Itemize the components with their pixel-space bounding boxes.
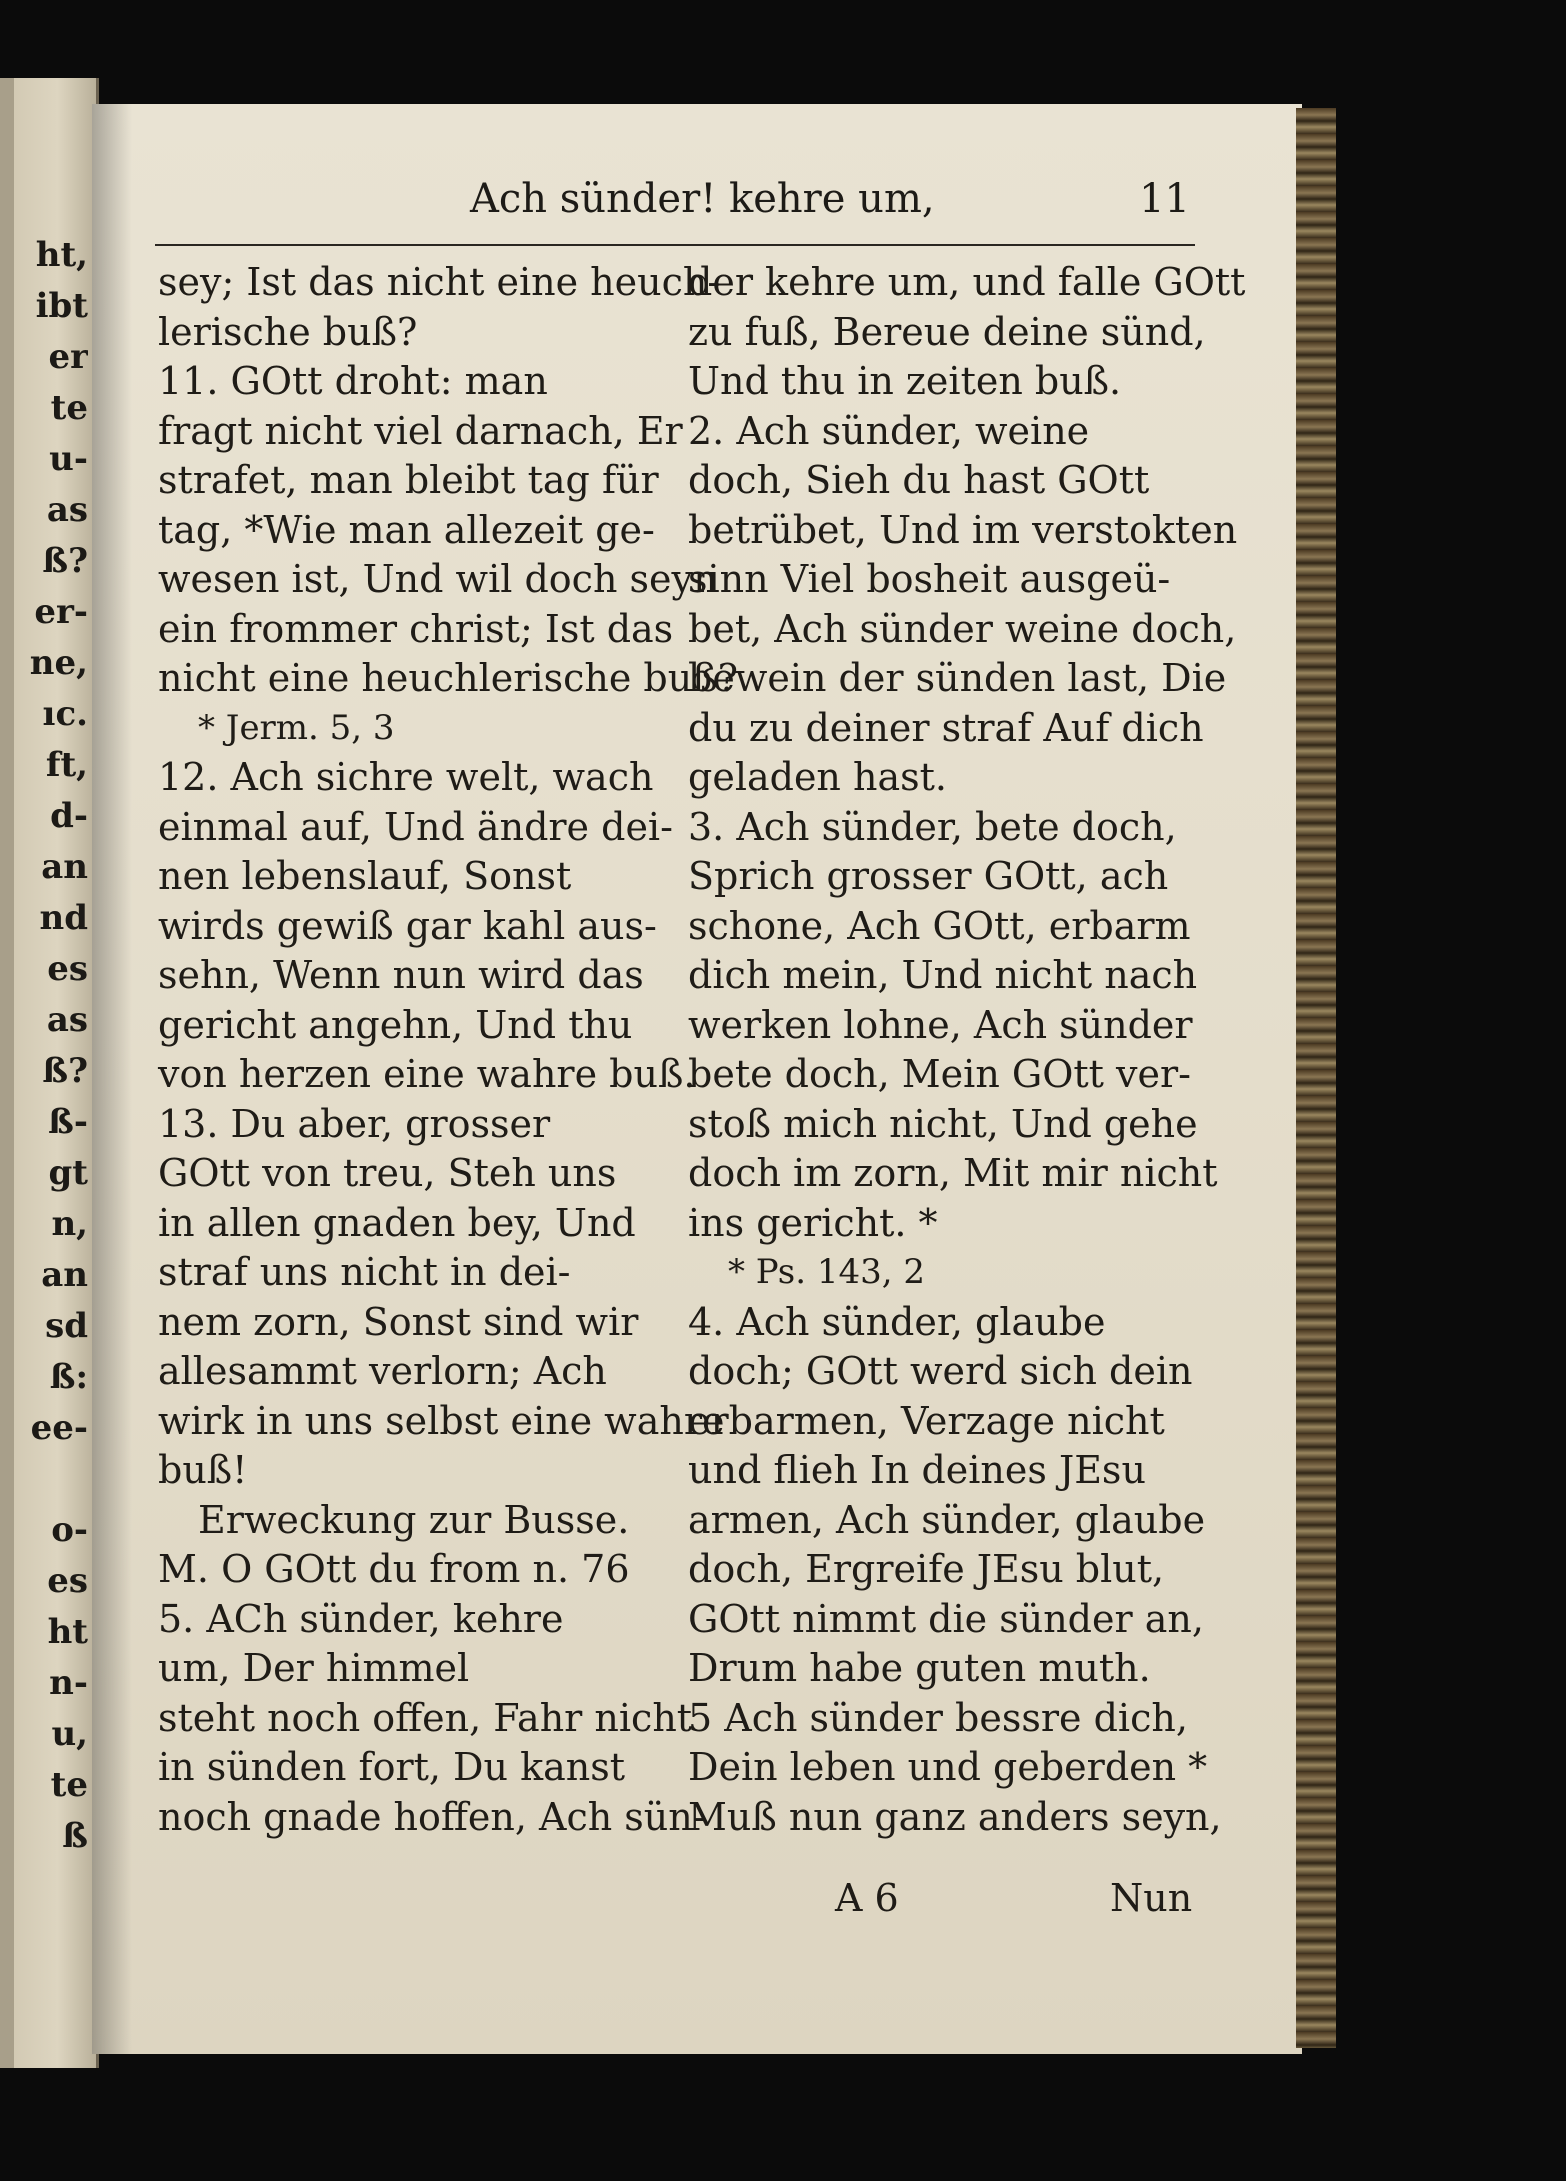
text-line: fragt nicht viel darnach, Er [158, 408, 683, 453]
fragment-line: ne, [29, 643, 88, 683]
text-line: erbarmen, Verzage nicht [688, 1398, 1165, 1443]
text-line: sinn Viel bosheit ausgeü- [688, 557, 1171, 601]
text-line: 3. Ach sünder, bete doch, [688, 804, 1177, 849]
fragment-line: as [46, 1000, 88, 1040]
text-line: betrübet, Und im verstokten [688, 507, 1238, 552]
fragment-line: ft, [45, 745, 88, 785]
fragment-line: o- [51, 1510, 88, 1550]
text-line: nem zorn, Sonst sind wir [158, 1299, 639, 1344]
text-line: um, Der himmel [158, 1646, 470, 1690]
fragment-line: n- [49, 1663, 88, 1703]
text-line: zu fuß, Bereue deine sünd, [688, 309, 1206, 354]
fragment-line [8, 1454, 88, 1505]
fragment-line: gt [48, 1153, 88, 1193]
text-line: noch gnade hoffen, Ach sün- [158, 1794, 706, 1839]
text-line: in allen gnaden bey, Und [158, 1200, 636, 1245]
left-column [158, 258, 738, 1842]
text-line: strafet, man bleibt tag für [158, 458, 659, 502]
fragment-line: ht [47, 1612, 88, 1652]
text-line: schone, Ach GOtt, erbarm [688, 903, 1191, 948]
fragment-line: u- [49, 439, 88, 479]
text-line: der kehre um, und falle GOtt [688, 260, 1246, 304]
text-line: wirds gewiß gar kahl aus- [158, 903, 657, 948]
text-line: M. O GOtt du from n. 76 [158, 1547, 630, 1591]
text-line: 11. GOtt droht: man [158, 359, 548, 403]
text-line: sey; Ist das nicht eine heuch- [158, 260, 721, 304]
fragment-line: er- [34, 592, 88, 632]
text-line: gericht angehn, Und thu [158, 1002, 633, 1047]
fragment-line: u, [51, 1714, 88, 1754]
fragment-line: ß [62, 1816, 88, 1856]
text-line: Drum habe guten muth. [688, 1646, 1151, 1690]
text-line: einmal auf, Und ändre dei- [158, 804, 673, 849]
text-line: doch; GOtt werd sich dein [688, 1349, 1193, 1393]
text-line: 5. ACh sünder, kehre [158, 1596, 564, 1641]
text-line: wirk in uns selbst eine wahre [158, 1398, 725, 1443]
left-page-text-fragments [8, 230, 88, 1862]
text-line: 5 Ach sünder bessre dich, [688, 1695, 1188, 1740]
text-line: GOtt nimmt die sünder an, [688, 1596, 1204, 1641]
text-line: 13. Du aber, grosser [158, 1101, 551, 1146]
fragment-line: te [50, 1765, 88, 1805]
text-line: 12. Ach sichre welt, wach [158, 755, 654, 799]
text-line: 2. Ach sünder, weine [688, 408, 1090, 453]
text-line: tag, *Wie man allezeit ge- [158, 507, 655, 552]
fragment-line: er [48, 337, 88, 377]
text-line: Dein leben und geberden * [688, 1745, 1208, 1789]
text-line: von herzen eine wahre buß. [158, 1052, 696, 1096]
fragment-line: d- [50, 796, 88, 836]
text-line: bete doch, Mein GOtt ver- [688, 1052, 1191, 1096]
fragment-line: an [41, 1255, 88, 1295]
fragment-line: n, [51, 1204, 88, 1244]
fragment-line: ß: [49, 1357, 88, 1397]
text-line: allesammt verlorn; Ach [158, 1349, 607, 1393]
text-line: stoß mich nicht, Und gehe [688, 1101, 1198, 1146]
text-line: 4. Ach sünder, glaube [688, 1299, 1106, 1344]
text-line: und flieh In deines JEsu [688, 1448, 1146, 1492]
fragment-line: ıc. [42, 694, 88, 734]
text-line: in sünden fort, Du kanst [158, 1745, 626, 1789]
text-line: GOtt von treu, Steh uns [158, 1151, 617, 1195]
text-line: steht noch offen, Fahr nicht [158, 1695, 693, 1740]
text-line: Und thu in zeiten buß. [688, 359, 1122, 403]
text-line: armen, Ach sünder, glaube [688, 1497, 1206, 1542]
text-line: Muß nun ganz anders seyn, [688, 1794, 1222, 1839]
right-column [688, 258, 1246, 1842]
text-line: straf uns nicht in dei- [158, 1250, 571, 1294]
text-line: Erweckung zur Busse. [198, 1497, 630, 1542]
text-line: bewein der sünden last, Die [688, 656, 1227, 700]
fragment-line: ß? [42, 1051, 88, 1091]
text-line: sehn, Wenn nun wird das [158, 953, 644, 997]
text-line: ein frommer christ; Ist das [158, 606, 674, 651]
text-line: doch im zorn, Mit mir nicht [688, 1151, 1218, 1195]
text-line: doch, Ergreife JEsu blut, [688, 1547, 1165, 1591]
text-line: nen lebenslauf, Sonst [158, 854, 572, 898]
signature-mark: A 6 [835, 1876, 899, 1920]
text-line: dich mein, Und nicht nach [688, 953, 1198, 997]
page-header [470, 176, 1190, 236]
text-line: wesen ist, Und wil doch seyn [158, 557, 718, 601]
fragment-line: ß- [48, 1102, 88, 1142]
fragment-line: es [47, 1561, 88, 1601]
fragment-line: as [46, 490, 88, 530]
fragment-line: te [50, 388, 88, 428]
text-line: buß! [158, 1448, 248, 1492]
fragment-line: sd [45, 1306, 88, 1346]
text-line: werken lohne, Ach sünder [688, 1002, 1193, 1047]
text-line: ins gericht. * [688, 1200, 938, 1245]
text-line: du zu deiner straf Auf dich [688, 705, 1204, 750]
text-line: * Ps. 143, 2 [728, 1252, 925, 1292]
gutter-shadow [92, 104, 132, 2054]
text-line: Sprich grosser GOtt, ach [688, 854, 1169, 898]
catchword: Nun [1110, 1876, 1193, 1920]
running-title: Ach sünder! kehre um, [470, 176, 935, 222]
text-line: geladen hast. [688, 755, 947, 799]
fragment-line: nd [39, 898, 88, 938]
fragment-line: es [47, 949, 88, 989]
fragment-line: ht, [35, 235, 88, 275]
text-line: lerische buß? [158, 309, 418, 354]
text-line: nicht eine heuchlerische buß? [158, 656, 738, 700]
fragment-line: an [41, 847, 88, 887]
fragment-line: ibt [35, 286, 88, 326]
page-edges [1296, 108, 1336, 2048]
text-line: * Jerm. 5, 3 [198, 707, 395, 748]
fragment-line: ß? [42, 541, 88, 581]
page-number: 11 [1139, 176, 1190, 222]
fragment-line: ee- [30, 1408, 88, 1448]
header-rule [155, 244, 1195, 246]
text-line: doch, Sieh du hast GOtt [688, 458, 1150, 502]
text-line: bet, Ach sünder weine doch, [688, 606, 1237, 651]
